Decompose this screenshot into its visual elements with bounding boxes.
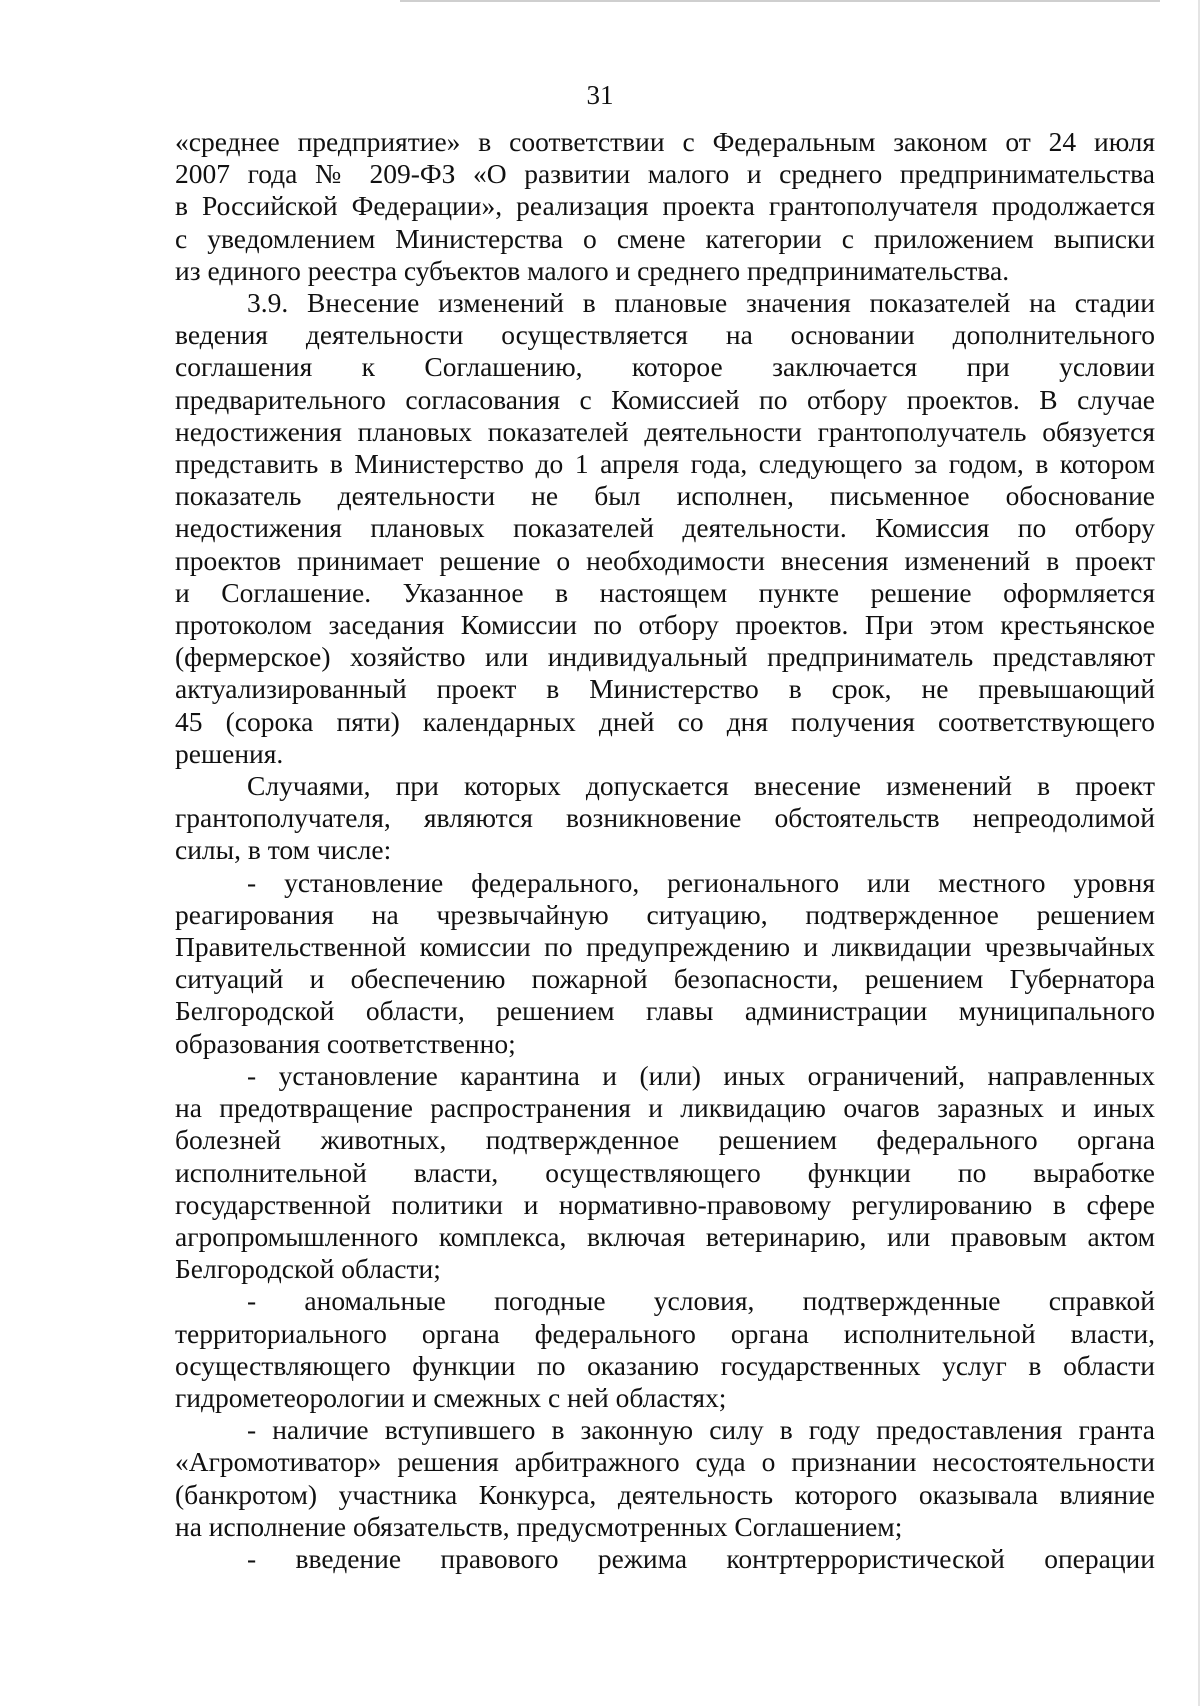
text-line: ведения деятельности осуществляется на основании дополнительного [175, 319, 1155, 351]
text-line: 2007 года № 209-ФЗ «О развитии малого и среднего предпринимательства [175, 158, 1155, 190]
text-line: - установление федерального, регионального или местного уровня [247, 866, 1155, 898]
text-line: представить в Министерство до 1 апреля года, следующего за годом, в котором [175, 448, 1155, 480]
text-line: (фермерское) хозяйство или индивидуальный предприниматель представляют [175, 641, 1155, 673]
text-line: ситуаций и обеспечению пожарной безопасности, решением Губернатора [175, 963, 1155, 995]
text-line: исполнительной власти, осуществляющего функции по выработке [175, 1156, 1155, 1188]
paragraph-p2 [175, 287, 1155, 770]
text-line: 45 (сорока пяти) календарных дней со дня получения соответствующего [175, 705, 1155, 737]
text-line: грантополучателя, являются возникновение обстоятельств непреодолимой [175, 802, 1155, 834]
text-line: территориального органа федерального органа исполнительной власти, [175, 1317, 1155, 1349]
text-line: силы, в том числе: [175, 834, 392, 866]
paragraph-p8 [175, 1543, 1155, 1575]
text-line: «среднее предприятие» в соответствии с Федеральным законом от 24 июля [175, 126, 1155, 157]
text-line: с уведомлением Министерства о смене категории с приложением выписки [175, 222, 1155, 254]
page-number: 31 [586, 80, 614, 110]
text-line: болезней животных, подтвержденное решением федерального органа [175, 1124, 1155, 1156]
text-line: в Российской Федерации», реализация проекта грантополучателя продолжается [175, 190, 1155, 222]
text-line: осуществляющего функции по оказанию государственных услуг в области [175, 1349, 1155, 1381]
text-line: реагирования на чрезвычайную ситуацию, подтвержденное решением [175, 898, 1155, 930]
text-line: (банкротом) участника Конкурса, деятельность которого оказывала влияние [175, 1478, 1155, 1510]
text-line: государственной политики и нормативно-правовому регулированию в сфере [175, 1188, 1155, 1220]
paragraph-p5 [175, 1060, 1155, 1285]
text-line: недостижения плановых показателей деятельности грантополучатель обязуется [175, 415, 1155, 447]
text-line: Правительственной комиссии по предупреждению и ликвидации чрезвычайных [175, 931, 1155, 963]
text-line: «Агромотиватор» решения арбитражного суда о признании несостоятельности [175, 1446, 1155, 1478]
paragraph-p7 [175, 1414, 1155, 1543]
text-line: актуализированный проект в Министерство в срок, не превышающий [175, 673, 1155, 705]
text-line: на предотвращение распространения и ликвидацию очагов заразных и иных [175, 1092, 1155, 1124]
document-body [175, 126, 1155, 1575]
text-line: из единого реестра субъектов малого и среднего предпринимательства. [175, 254, 1010, 286]
text-line: проектов принимает решение о необходимости внесения изменений в проект [175, 544, 1155, 576]
text-line: гидрометеорологии и смежных с ней областях; [175, 1381, 727, 1413]
text-line: - наличие вступившего в законную силу в году предоставления гранта [247, 1414, 1155, 1446]
scan-edge-top [400, 0, 1160, 2]
text-line: показатель деятельности не был исполнен, письменное обоснование [175, 480, 1155, 512]
text-line: агропромышленного комплекса, включая ветеринарию, или правовым актом [175, 1220, 1155, 1252]
text-line: соглашения к Соглашению, которое заключается при условии [175, 351, 1155, 383]
text-line: Случаями, при которых допускается внесение изменений в проект [247, 770, 1155, 802]
text-line: предварительного согласования с Комиссией по отбору проектов. В случае [175, 383, 1155, 415]
text-line: образования соответственно; [175, 1027, 516, 1059]
text-line: Белгородской области; [175, 1253, 441, 1285]
paragraph-p4 [175, 867, 1155, 1060]
text-line: - введение правового режима контртеррористической операции [247, 1542, 1155, 1574]
text-line: решения. [175, 737, 284, 769]
text-line: - установление карантина и (или) иных ограничений, направленных [247, 1059, 1155, 1091]
paragraph-p6 [175, 1285, 1155, 1414]
text-line: протоколом заседания Комиссии по отбору проектов. При этом крестьянское [175, 609, 1155, 641]
paragraph-p1 [175, 126, 1155, 287]
text-line: 3.9. Внесение изменений в плановые значения показателей на стадии [247, 287, 1155, 319]
text-line: Белгородской области, решением главы администрации муниципального [175, 995, 1155, 1027]
paragraph-p3 [175, 770, 1155, 867]
text-line: на исполнение обязательств, предусмотренных Соглашением; [175, 1510, 903, 1542]
text-line: недостижения плановых показателей деятельности. Комиссия по отбору [175, 512, 1155, 544]
text-line: и Соглашение. Указанное в настоящем пункте решение оформляется [175, 576, 1155, 608]
text-line: - аномальные погодные условия, подтвержденные справкой [247, 1285, 1155, 1317]
